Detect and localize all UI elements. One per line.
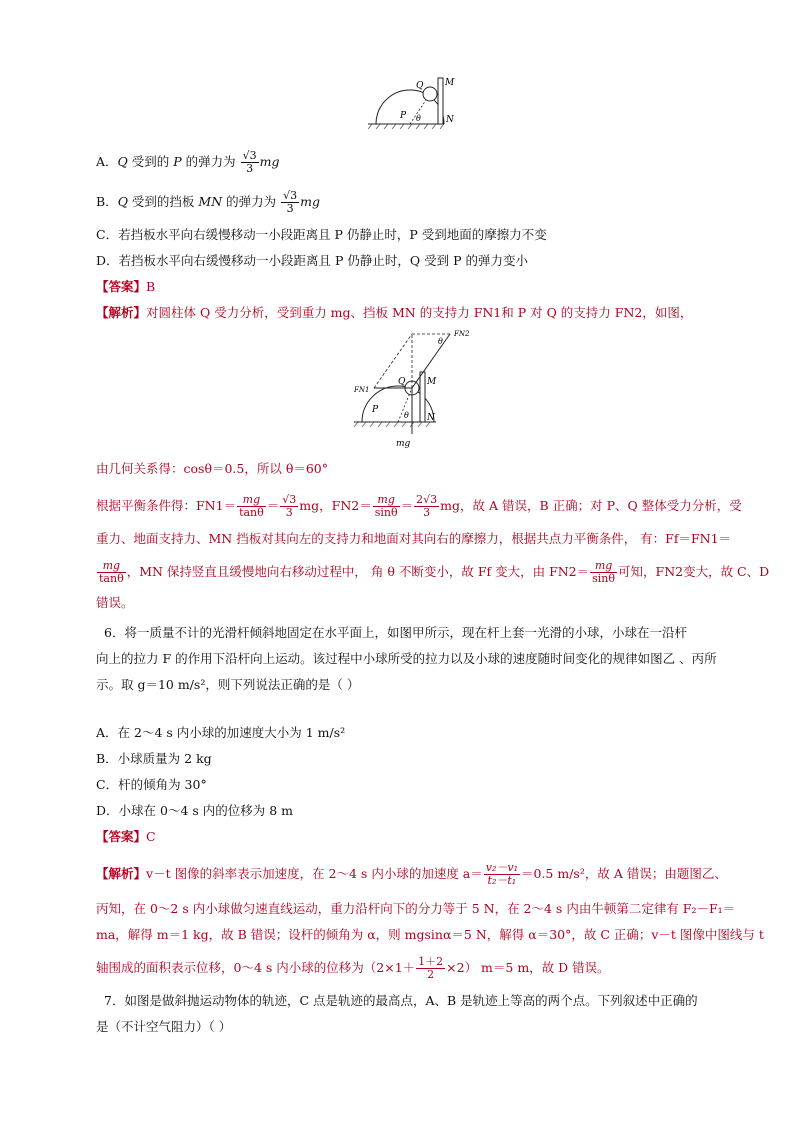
figure-force-analysis	[346, 326, 476, 452]
q6-option-a: A．在 2～4 s 内小球的加速度大小为 1 m/s²	[96, 725, 346, 740]
fig2-label-theta-bottom: θ	[404, 411, 409, 420]
q6-option-c: C．杆的倾角为 30°	[96, 777, 207, 792]
q6-option-b: B．小球质量为 2 kg	[96, 751, 212, 766]
fig2-label-p: P	[372, 405, 379, 415]
fig1-label-p: P	[400, 111, 407, 121]
fig2-label-m: M	[427, 377, 437, 387]
fig2-label-fn2: FN2	[454, 330, 470, 338]
question-7-line1: 7．如图是做斜抛运动物体的轨迹，C 点是轨迹的最高点，A、B 是轨迹上等高的两个点。下列叙述中正确的	[104, 993, 698, 1008]
fig1-label-m: M	[445, 78, 455, 88]
option-b: B．Q 受到的挡板 MN 的弹力为 $\frac{√3}{3}$ mg	[96, 189, 320, 215]
analysis-5-line2: 由几何关系得：cosθ＝0.5，所以 θ＝60°	[96, 461, 329, 476]
fig1-label-theta: θ	[416, 114, 421, 123]
fig2-label-n: N	[427, 413, 435, 423]
fig2-label-mg: mg	[396, 439, 411, 449]
analysis-6-line2: 丙知，在 0～2 s 内小球做匀速直线运动，重力沿杆向下的分力等于 5 N，在 2～4 s 内由牛顿第二定律有 F₂－F₁＝	[96, 901, 736, 916]
analysis-5-line5: $\frac{mg}{\tan\theta}$ ，MN 保持竖直且缓慢地向右移动过程中， 角 θ 不断变小，故 Ff 变大，由 FN2＝ $\frac{mg}{\sin\theta}$ 可知，FN2变大，故 C、D	[99, 559, 770, 585]
question-6-line2: 向上的拉力 F 的作用下沿杆向上运动。该过程中小球所受的拉力以及小球的速度随时间变化的规律如图乙 、丙所	[96, 651, 717, 666]
question-6-line1: 6．将一质量不计的光滑杆倾斜地固定在水平面上，如图甲所示，现在杆上套一光滑的小球，小球在一沿杆	[104, 625, 687, 640]
fig1-label-n: N	[446, 115, 454, 125]
option-d: D．若挡板水平向右缓慢移动一小段距离且 P 仍静止时，Q 受到 P 的弹力变小	[96, 253, 528, 268]
analysis-6-line4: 轴围成的面积表示位移，0～4 s 内小球的位移为（2×1＋ $\frac{1+2}{2}$ ×2） m＝5 m，故 D 错误。	[96, 955, 610, 981]
analysis-6-line3: ma，解得 m＝1 kg，故 B 错误；设杆的倾角为 α，则 mgsinα＝5 N，解得 α＝30°，故 C 正确；v－t 图像中图线与 t	[96, 927, 764, 942]
q6-option-d: D．小球在 0～4 s 内的位移为 8 m	[96, 803, 294, 818]
question-7-line2: 是（不计空气阻力）（ ）	[96, 1019, 232, 1034]
fig2-label-fn1: FN1	[354, 386, 370, 394]
question-6-line3: 示。取 g＝10 m/s²，则下列说法正确的是（ ）	[96, 677, 360, 692]
answer-6: 【答案】C	[96, 829, 156, 844]
option-c: C．若挡板水平向右缓慢移动一小段距离且 P 仍静止时，P 受到地面的摩擦力不变	[96, 227, 547, 242]
analysis-5-line6: 错误。	[96, 595, 134, 610]
answer-5: 【答案】B	[96, 279, 156, 294]
fig2-label-theta-top: θ	[438, 337, 443, 346]
analysis-5-line4: 重力、地面支持力、MN 挡板对其向左的支持力和地面对其向右的摩擦力，根据共点力平衡条件， 有：Ff＝FN1＝	[96, 531, 732, 546]
option-a: A．Q 受到的 P 的弹力为 $\frac{√3}{3}$ mg	[96, 149, 280, 175]
analysis-6-line1: 【解析】v－t 图像的斜率表示加速度，在 2～4 s 内小球的加速度 a＝ $\frac{\text{v₂－v₁}}{\text{t₂－t₁}}$ ＝0.5 m/s²，故 A 错误；由题图乙、	[96, 861, 727, 887]
analysis-5-line1: 【解析】对圆柱体 Q 受力分析，受到重力 mg、挡板 MN 的支持力 FN1和 P 对 Q 的支持力 FN2，如图，	[96, 305, 693, 320]
fig1-label-q: Q	[416, 81, 424, 91]
analysis-5-line3: 根据平衡条件得：FN1＝ $\frac{mg}{\tan\theta}$ ＝ $\frac{√3}{3}$ mg，FN2＝ $\frac{mg}{\sin\theta}$ ＝ $\frac{2√3}{3}$ mg，故 A 错误，B 正确；对 P、Q 整体受力分析，受	[96, 493, 742, 519]
fig2-label-q: Q	[398, 377, 406, 387]
figure-hemisphere-ball	[360, 72, 470, 132]
